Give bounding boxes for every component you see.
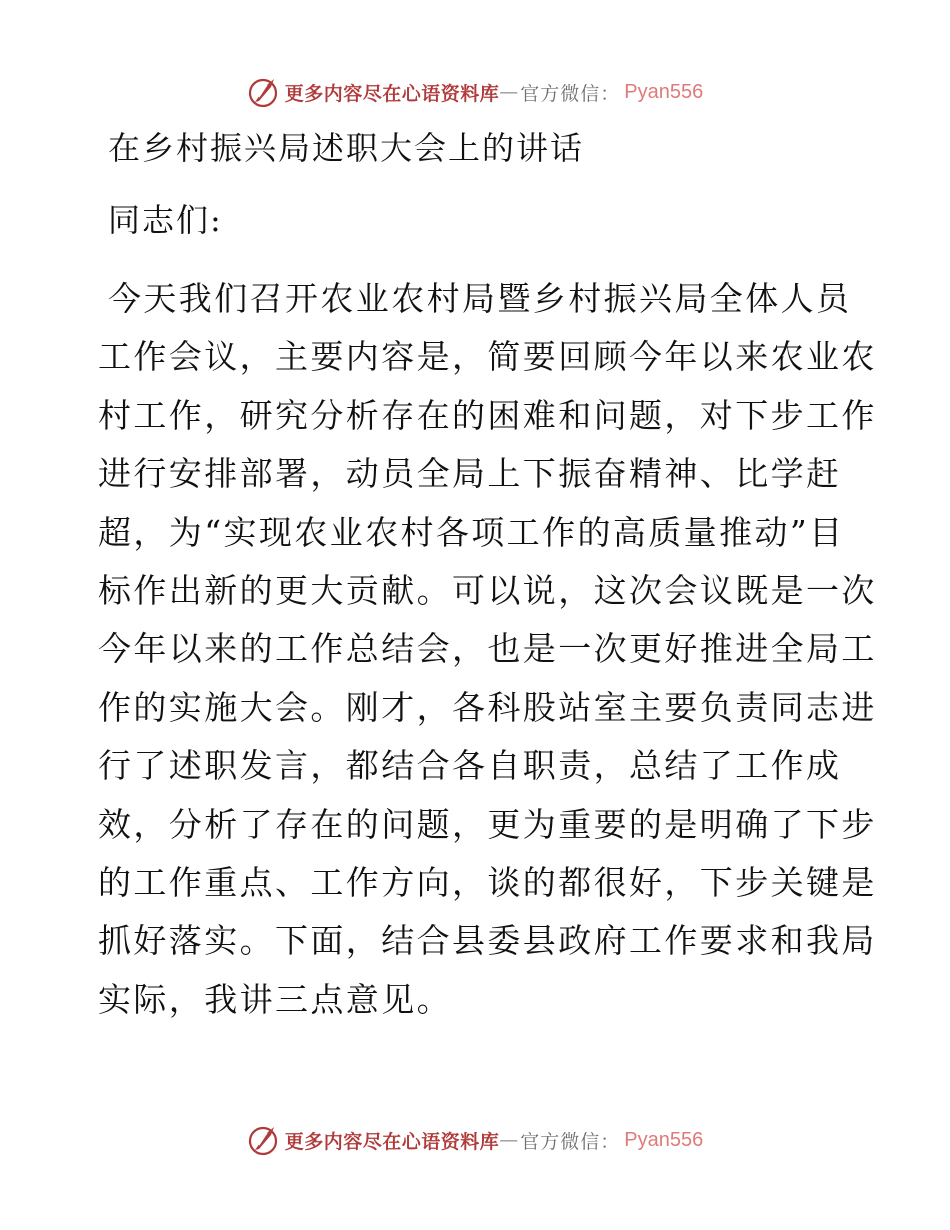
paragraph-line: 标作出新的更大贡献。可以说，这次会议既是一次 [98, 571, 877, 611]
banner-dash: — [499, 1129, 519, 1151]
banner-brand-text: 更多内容尽在心语资料库 [284, 1130, 500, 1153]
quill-pen-logo-icon [247, 75, 281, 109]
paragraph-line: 实际，我讲三点意见。 [98, 979, 452, 1019]
banner-wechat-label: 官方微信： [520, 82, 621, 105]
banner-brand-text: 更多内容尽在心语资料库 [284, 82, 500, 105]
header-banner [0, 72, 950, 112]
salutation: 同志们: [108, 201, 223, 239]
banner-wechat-id: Pyan556 [624, 1128, 704, 1151]
paragraph-line: 的工作重点、工作方向，谈的都很好，下步关键是 [98, 863, 877, 903]
banner-wechat-id: Pyan556 [624, 80, 704, 103]
paragraph-line: 抓好落实。下面，结合县委县政府工作要求和我局 [98, 921, 877, 961]
paragraph-line: 效，分析了存在的问题，更为重要的是明确了下步 [98, 804, 877, 844]
document-title: 在乡村振兴局述职大会上的讲话 [108, 129, 585, 167]
paragraph-line: 超，为“实现农业农村各项工作的高质量推动”目 [98, 512, 845, 552]
paragraph-line: 进行安排部署，动员全局上下振奋精神、比学赶 [98, 454, 842, 494]
body-paragraph [98, 270, 877, 1029]
banner-wechat-label: 官方微信： [520, 1130, 621, 1153]
paragraph-line: 行了述职发言，都结合各自职责，总结了工作成 [98, 746, 842, 786]
banner-dash: — [499, 81, 519, 103]
paragraph-line: 村工作，研究分析存在的困难和问题，对下步工作 [98, 395, 877, 435]
paragraph-line: 作的实施大会。刚才，各科股站室主要负责同志进 [98, 687, 877, 727]
paragraph-line: 工作会议，主要内容是，简要回顾今年以来农业农 [98, 337, 877, 377]
footer-banner [0, 1120, 950, 1160]
paragraph-line: 今年以来的工作总结会，也是一次更好推进全局工 [98, 629, 877, 669]
paragraph-line: 今天我们召开农业农村局暨乡村振兴局全体人员 [108, 279, 852, 318]
quill-pen-logo-icon [247, 1123, 281, 1157]
